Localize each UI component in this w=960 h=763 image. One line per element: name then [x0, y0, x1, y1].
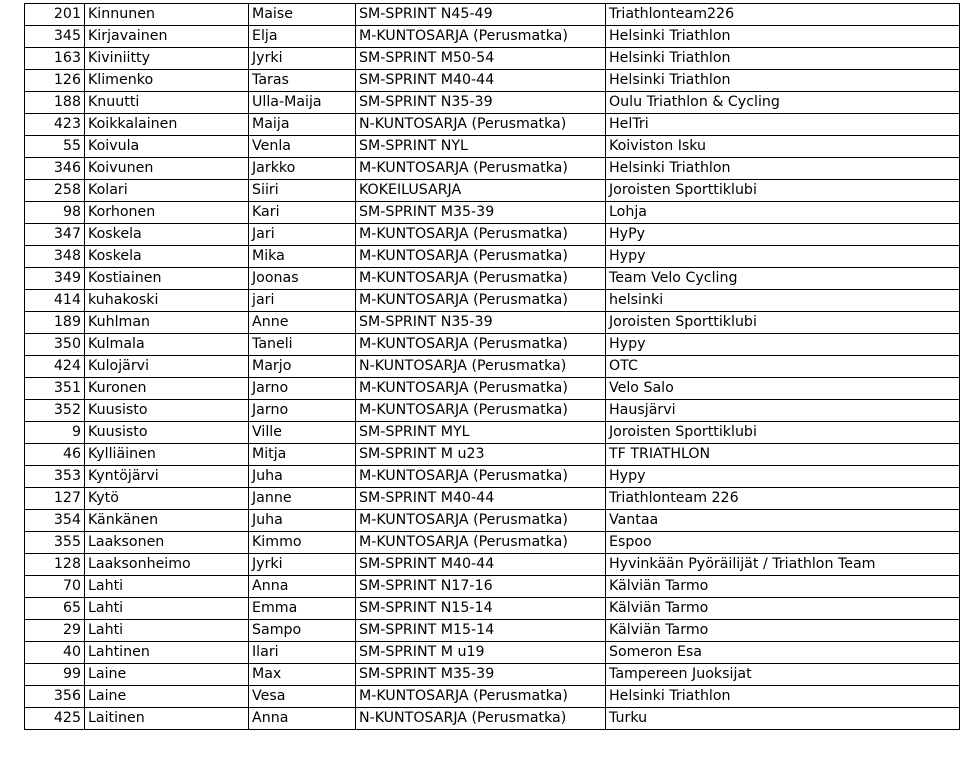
first-name-cell: Vesa: [249, 686, 356, 708]
series-cell: M-KUNTOSARJA (Perusmatka): [356, 246, 606, 268]
club-cell: Joroisten Sporttiklubi: [606, 180, 960, 202]
table-row: [25, 664, 960, 686]
table-row: [25, 334, 960, 356]
bib-number-cell: 425: [25, 708, 85, 730]
table-row: [25, 158, 960, 180]
first-name-cell: Ville: [249, 422, 356, 444]
bib-number-cell: 347: [25, 224, 85, 246]
bib-number-cell: 55: [25, 136, 85, 158]
club-cell: Triathlonteam 226: [606, 488, 960, 510]
club-cell: Kälviän Tarmo: [606, 576, 960, 598]
bib-number-cell: 258: [25, 180, 85, 202]
last-name-cell: Laaksonen: [85, 532, 249, 554]
club-cell: Helsinki Triathlon: [606, 70, 960, 92]
entries-table: [24, 3, 960, 730]
table-row: [25, 224, 960, 246]
last-name-cell: Lahtinen: [85, 642, 249, 664]
club-cell: Hyvinkään Pyöräilijät / Triathlon Team: [606, 554, 960, 576]
last-name-cell: Kylliäinen: [85, 444, 249, 466]
series-cell: M-KUNTOSARJA (Perusmatka): [356, 686, 606, 708]
first-name-cell: Juha: [249, 510, 356, 532]
bib-number-cell: 65: [25, 598, 85, 620]
table-row: [25, 444, 960, 466]
series-cell: SM-SPRINT M u23: [356, 444, 606, 466]
last-name-cell: Känkänen: [85, 510, 249, 532]
bib-number-cell: 99: [25, 664, 85, 686]
bib-number-cell: 348: [25, 246, 85, 268]
bib-number-cell: 353: [25, 466, 85, 488]
table-row: [25, 466, 960, 488]
first-name-cell: Jyrki: [249, 554, 356, 576]
table-row: [25, 268, 960, 290]
first-name-cell: Juha: [249, 466, 356, 488]
last-name-cell: Korhonen: [85, 202, 249, 224]
first-name-cell: Siiri: [249, 180, 356, 202]
last-name-cell: Kirjavainen: [85, 26, 249, 48]
first-name-cell: Mitja: [249, 444, 356, 466]
first-name-cell: Jari: [249, 224, 356, 246]
club-cell: Kälviän Tarmo: [606, 598, 960, 620]
last-name-cell: Koivula: [85, 136, 249, 158]
first-name-cell: Jarno: [249, 400, 356, 422]
table-row: [25, 422, 960, 444]
first-name-cell: Elja: [249, 26, 356, 48]
series-cell: N-KUNTOSARJA (Perusmatka): [356, 356, 606, 378]
table-row: [25, 598, 960, 620]
first-name-cell: Ulla-Maija: [249, 92, 356, 114]
first-name-cell: Janne: [249, 488, 356, 510]
series-cell: SM-SPRINT N35-39: [356, 312, 606, 334]
series-cell: SM-SPRINT N15-14: [356, 598, 606, 620]
first-name-cell: Kari: [249, 202, 356, 224]
series-cell: SM-SPRINT M40-44: [356, 70, 606, 92]
bib-number-cell: 189: [25, 312, 85, 334]
series-cell: M-KUNTOSARJA (Perusmatka): [356, 400, 606, 422]
last-name-cell: Laitinen: [85, 708, 249, 730]
table-row: [25, 290, 960, 312]
club-cell: TF TRIATHLON: [606, 444, 960, 466]
first-name-cell: Jyrki: [249, 48, 356, 70]
club-cell: Hypy: [606, 334, 960, 356]
last-name-cell: Kuusisto: [85, 422, 249, 444]
last-name-cell: Laine: [85, 686, 249, 708]
bib-number-cell: 9: [25, 422, 85, 444]
first-name-cell: Joonas: [249, 268, 356, 290]
club-cell: Helsinki Triathlon: [606, 26, 960, 48]
first-name-cell: Venla: [249, 136, 356, 158]
bib-number-cell: 126: [25, 70, 85, 92]
last-name-cell: Kostiainen: [85, 268, 249, 290]
table-row: [25, 400, 960, 422]
first-name-cell: Kimmo: [249, 532, 356, 554]
first-name-cell: Taneli: [249, 334, 356, 356]
series-cell: M-KUNTOSARJA (Perusmatka): [356, 532, 606, 554]
club-cell: Helsinki Triathlon: [606, 48, 960, 70]
bib-number-cell: 40: [25, 642, 85, 664]
club-cell: Turku: [606, 708, 960, 730]
series-cell: SM-SPRINT M40-44: [356, 488, 606, 510]
table-row: [25, 642, 960, 664]
bib-number-cell: 351: [25, 378, 85, 400]
bib-number-cell: 46: [25, 444, 85, 466]
first-name-cell: Emma: [249, 598, 356, 620]
last-name-cell: Kinnunen: [85, 4, 249, 26]
table-row: [25, 378, 960, 400]
bib-number-cell: 414: [25, 290, 85, 312]
bib-number-cell: 345: [25, 26, 85, 48]
bib-number-cell: 29: [25, 620, 85, 642]
last-name-cell: Kiviniitty: [85, 48, 249, 70]
series-cell: M-KUNTOSARJA (Perusmatka): [356, 158, 606, 180]
bib-number-cell: 352: [25, 400, 85, 422]
bib-number-cell: 70: [25, 576, 85, 598]
first-name-cell: Jarno: [249, 378, 356, 400]
series-cell: M-KUNTOSARJA (Perusmatka): [356, 378, 606, 400]
table-row: [25, 136, 960, 158]
first-name-cell: Mika: [249, 246, 356, 268]
table-row: [25, 114, 960, 136]
first-name-cell: Marjo: [249, 356, 356, 378]
series-cell: M-KUNTOSARJA (Perusmatka): [356, 334, 606, 356]
first-name-cell: jari: [249, 290, 356, 312]
table-row: [25, 532, 960, 554]
last-name-cell: Klimenko: [85, 70, 249, 92]
bib-number-cell: 424: [25, 356, 85, 378]
club-cell: Hausjärvi: [606, 400, 960, 422]
last-name-cell: Koskela: [85, 224, 249, 246]
last-name-cell: kuhakoski: [85, 290, 249, 312]
club-cell: HelTri: [606, 114, 960, 136]
first-name-cell: Sampo: [249, 620, 356, 642]
table-row: [25, 356, 960, 378]
club-cell: Oulu Triathlon & Cycling: [606, 92, 960, 114]
first-name-cell: Maise: [249, 4, 356, 26]
bib-number-cell: 350: [25, 334, 85, 356]
table-row: [25, 180, 960, 202]
bib-number-cell: 349: [25, 268, 85, 290]
club-cell: Helsinki Triathlon: [606, 158, 960, 180]
bib-number-cell: 423: [25, 114, 85, 136]
last-name-cell: Knuutti: [85, 92, 249, 114]
club-cell: HyPy: [606, 224, 960, 246]
table-row: [25, 312, 960, 334]
bib-number-cell: 98: [25, 202, 85, 224]
first-name-cell: Maija: [249, 114, 356, 136]
club-cell: Koiviston Isku: [606, 136, 960, 158]
last-name-cell: Lahti: [85, 620, 249, 642]
series-cell: M-KUNTOSARJA (Perusmatka): [356, 268, 606, 290]
first-name-cell: Anna: [249, 576, 356, 598]
club-cell: Espoo: [606, 532, 960, 554]
last-name-cell: Koskela: [85, 246, 249, 268]
last-name-cell: Koikkalainen: [85, 114, 249, 136]
club-cell: Joroisten Sporttiklubi: [606, 422, 960, 444]
club-cell: Tampereen Juoksijat: [606, 664, 960, 686]
table-row: [25, 554, 960, 576]
table-row: [25, 488, 960, 510]
series-cell: SM-SPRINT M35-39: [356, 664, 606, 686]
last-name-cell: Laine: [85, 664, 249, 686]
club-cell: OTC: [606, 356, 960, 378]
series-cell: M-KUNTOSARJA (Perusmatka): [356, 26, 606, 48]
first-name-cell: Ilari: [249, 642, 356, 664]
table-row: [25, 92, 960, 114]
club-cell: helsinki: [606, 290, 960, 312]
club-cell: Lohja: [606, 202, 960, 224]
last-name-cell: Laaksonheimo: [85, 554, 249, 576]
bib-number-cell: 354: [25, 510, 85, 532]
bib-number-cell: 163: [25, 48, 85, 70]
series-cell: SM-SPRINT M50-54: [356, 48, 606, 70]
series-cell: M-KUNTOSARJA (Perusmatka): [356, 290, 606, 312]
series-cell: M-KUNTOSARJA (Perusmatka): [356, 510, 606, 532]
table-row: [25, 202, 960, 224]
table-row: [25, 708, 960, 730]
last-name-cell: Kuhlman: [85, 312, 249, 334]
last-name-cell: Kulojärvi: [85, 356, 249, 378]
bib-number-cell: 188: [25, 92, 85, 114]
table-row: [25, 620, 960, 642]
bib-number-cell: 201: [25, 4, 85, 26]
club-cell: Vantaa: [606, 510, 960, 532]
series-cell: SM-SPRINT M15-14: [356, 620, 606, 642]
table-row: [25, 70, 960, 92]
first-name-cell: Anna: [249, 708, 356, 730]
bib-number-cell: 128: [25, 554, 85, 576]
series-cell: SM-SPRINT M u19: [356, 642, 606, 664]
bib-number-cell: 356: [25, 686, 85, 708]
last-name-cell: Kytö: [85, 488, 249, 510]
series-cell: SM-SPRINT NYL: [356, 136, 606, 158]
series-cell: M-KUNTOSARJA (Perusmatka): [356, 224, 606, 246]
club-cell: Helsinki Triathlon: [606, 686, 960, 708]
series-cell: SM-SPRINT N35-39: [356, 92, 606, 114]
series-cell: KOKEILUSARJA: [356, 180, 606, 202]
table-row: [25, 576, 960, 598]
series-cell: SM-SPRINT M40-44: [356, 554, 606, 576]
last-name-cell: Koivunen: [85, 158, 249, 180]
series-cell: SM-SPRINT N45-49: [356, 4, 606, 26]
table-row: [25, 4, 960, 26]
first-name-cell: Taras: [249, 70, 356, 92]
club-cell: Team Velo Cycling: [606, 268, 960, 290]
series-cell: N-KUNTOSARJA (Perusmatka): [356, 708, 606, 730]
club-cell: Joroisten Sporttiklubi: [606, 312, 960, 334]
last-name-cell: Kuusisto: [85, 400, 249, 422]
series-cell: N-KUNTOSARJA (Perusmatka): [356, 114, 606, 136]
series-cell: SM-SPRINT N17-16: [356, 576, 606, 598]
last-name-cell: Kuronen: [85, 378, 249, 400]
club-cell: Hypy: [606, 246, 960, 268]
first-name-cell: Max: [249, 664, 356, 686]
first-name-cell: Jarkko: [249, 158, 356, 180]
last-name-cell: Lahti: [85, 598, 249, 620]
bib-number-cell: 127: [25, 488, 85, 510]
bib-number-cell: 355: [25, 532, 85, 554]
last-name-cell: Kolari: [85, 180, 249, 202]
table-row: [25, 246, 960, 268]
series-cell: SM-SPRINT MYL: [356, 422, 606, 444]
bib-number-cell: 346: [25, 158, 85, 180]
first-name-cell: Anne: [249, 312, 356, 334]
series-cell: SM-SPRINT M35-39: [356, 202, 606, 224]
table-row: [25, 48, 960, 70]
last-name-cell: Kyntöjärvi: [85, 466, 249, 488]
club-cell: Hypy: [606, 466, 960, 488]
club-cell: Velo Salo: [606, 378, 960, 400]
series-cell: M-KUNTOSARJA (Perusmatka): [356, 466, 606, 488]
club-cell: Someron Esa: [606, 642, 960, 664]
club-cell: Kälviän Tarmo: [606, 620, 960, 642]
entries-table-body: [25, 4, 960, 730]
last-name-cell: Kulmala: [85, 334, 249, 356]
table-row: [25, 26, 960, 48]
table-row: [25, 510, 960, 532]
last-name-cell: Lahti: [85, 576, 249, 598]
table-row: [25, 686, 960, 708]
club-cell: Triathlonteam226: [606, 4, 960, 26]
